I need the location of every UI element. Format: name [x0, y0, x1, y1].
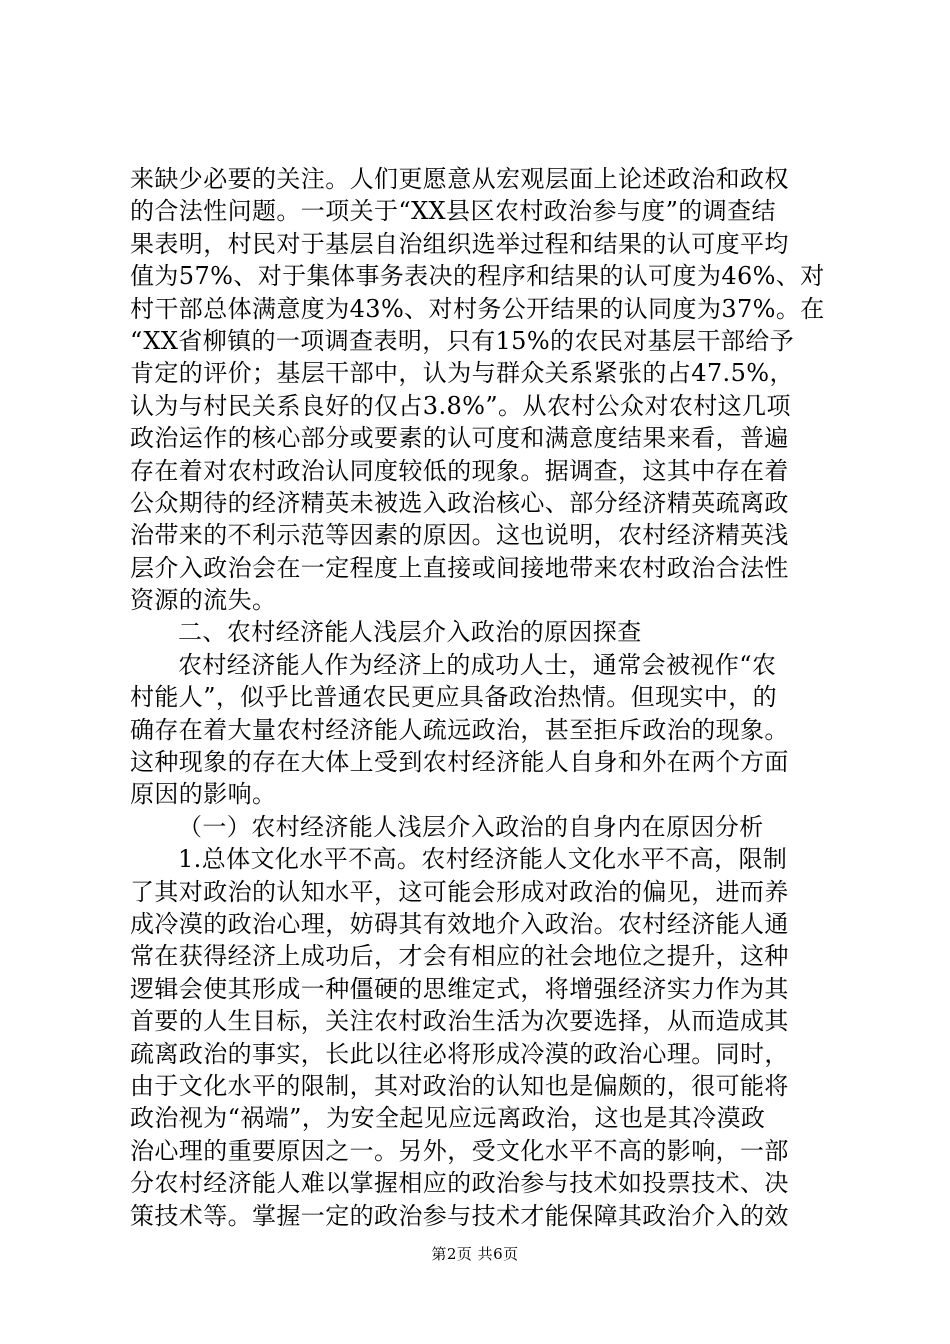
text-line: 成冷漠的政治心理，妨碍其有效地介入政治。农村经济能人通 [130, 909, 789, 938]
text-line: 治带来的不利示范等因素的原因。这也说明，农村经济精英浅 [130, 521, 789, 550]
text-line: 了其对政治的认知水平，这可能会形成对政治的偏见，进而养 [130, 877, 789, 906]
text-line: 治心理的重要原因之一。另外，受文化水平不高的影响，一部 [130, 1136, 789, 1165]
text-line: 公众期待的经济精英未被选入政治核心、部分经济精英疏离政 [130, 488, 789, 517]
text-line: 认为与村民关系良好的仅占3.8%”。从农村公众对农村这几项 [130, 391, 791, 420]
text-line: 的合法性问题。一项关于“XX县区农村政治参与度”的调查结 [130, 197, 776, 226]
section-heading: 二、农村经济能人浅层介入政治的原因探查 [178, 618, 642, 647]
text-line: 资源的流失。 [130, 586, 277, 615]
text-line: “XX省柳镇的一项调查表明，只有15%的农民对基层干部给予 [130, 326, 795, 355]
text-line: 确存在着大量农村经济能人疏远政治，甚至拒斥政治的现象。 [130, 715, 789, 744]
text-line: 1.总体文化水平不高。农村经济能人文化水平不高，限制 [178, 845, 788, 874]
page-footer: 第2页 共6页 [431, 1245, 519, 1263]
body-text [130, 163, 830, 1232]
text-line: 值为57%、对于集体事务表决的程序和结果的认可度为46%、对 [130, 262, 825, 291]
text-line: 这种现象的存在大体上受到农村经济能人自身和外在两个方面 [130, 748, 789, 777]
text-line: 存在着对农村政治认同度较低的现象。据调查，这其中存在着 [130, 456, 789, 485]
text-line: 分农村经济能人难以掌握相应的政治参与技术如投票技术、决 [130, 1169, 789, 1198]
text-line: 疏离政治的事实，长此以往必将形成冷漠的政治心理。同时， [130, 1039, 789, 1068]
text-line: 逻辑会使其形成一种僵硬的思维定式，将增强经济实力作为其 [130, 974, 789, 1003]
text-line: 原因的影响。 [130, 780, 277, 809]
text-line: 果表明，村民对于基层自治组织选举过程和结果的认可度平均 [130, 229, 789, 258]
text-line: 首要的人生目标，关注农村政治生活为次要选择，从而造成其 [130, 1007, 789, 1036]
text-line: 政治视为“祸端”，为安全起见应远离政治，这也是其冷漠政 [130, 1104, 766, 1133]
text-line: 村能人”，似乎比普通农民更应具备政治热情。但现实中，的 [130, 683, 778, 712]
text-line: 层介入政治会在一定程度上直接或间接地带来农村政治合法性 [130, 553, 789, 582]
text-line: 常在获得经济上成功后，才会有相应的社会地位之提升，这种 [130, 942, 789, 971]
text-line: 农村经济能人作为经济上的成功人士，通常会被视作“农 [178, 650, 777, 679]
text-line: 策技术等。掌握一定的政治参与技术才能保障其政治介入的效 [130, 1201, 789, 1230]
subsection-heading: （一）农村经济能人浅层介入政治的自身内在原因分析 [178, 812, 764, 841]
text-line: 来缺少必要的关注。人们更愿意从宏观层面上论述政治和政权 [130, 165, 789, 193]
text-line: 肯定的评价；基层干部中，认为与群众关系紧张的占47.5%， [130, 359, 794, 388]
text-line: 村干部总体满意度为43%、对村务公开结果的认同度为37%。在 [130, 294, 825, 323]
text-line: 政治运作的核心部分或要素的认可度和满意度结果来看，普遍 [130, 424, 789, 453]
text-line: 由于文化水平的限制，其对政治的认知也是偏颇的，很可能将 [130, 1071, 789, 1100]
